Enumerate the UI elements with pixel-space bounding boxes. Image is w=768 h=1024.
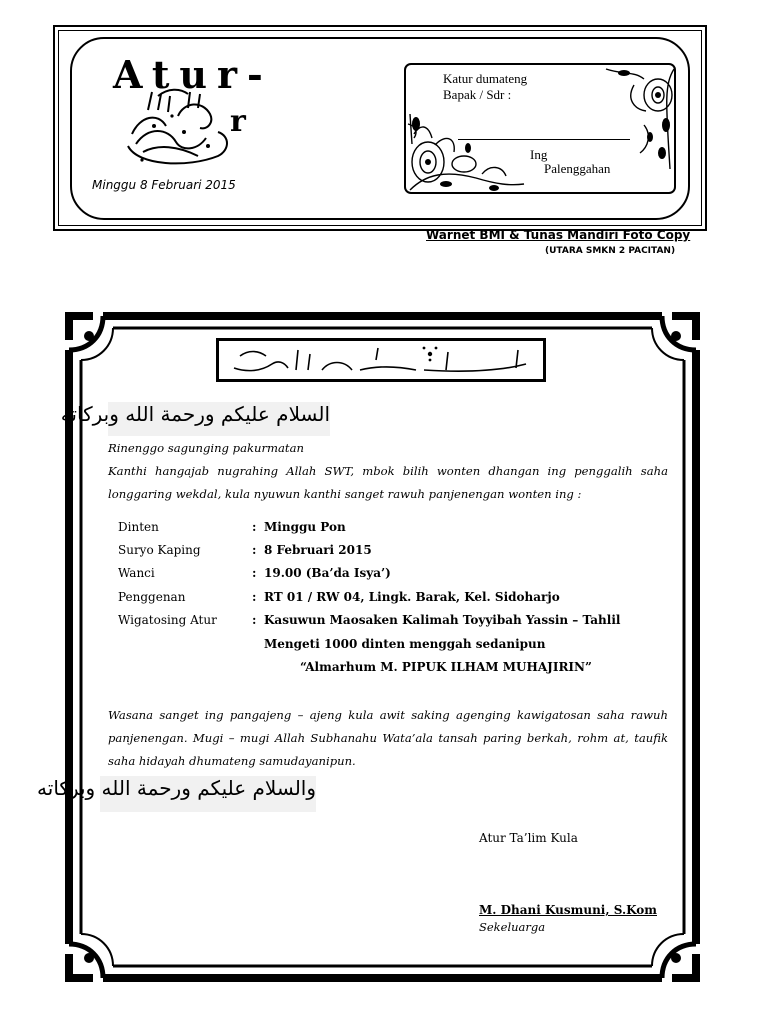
purpose-line: Mengeti 1000 dinten menggah sedanipun <box>264 637 546 651</box>
print-shop-location: (UTARA SMKN 2 PACITAN) <box>545 246 676 256</box>
detail-label-venue: Penggenan <box>118 590 186 604</box>
address-in-label: Ing <box>530 147 548 162</box>
salam-opening-calligraphy: السلام عليكم ورحمة الله وبركاته <box>108 402 330 436</box>
detail-colon: : <box>252 613 257 627</box>
greeting-line: Rinenggo sagunging pakurmatan <box>108 441 304 455</box>
detail-colon: : <box>252 566 257 580</box>
detail-label-purpose: Wigatosing Atur <box>118 613 217 627</box>
calligraphy-emblem-icon <box>118 86 236 168</box>
intro-paragraph: Kanthi hangajab nugrahing Allah SWT, mbok bilih wonten dhangan ing penggalih saha longgaring wekdal, kula nyuwun kanthi sanget rawuh panjenengan wonten ing : <box>108 464 668 501</box>
cover-title: Atur- <box>113 52 273 97</box>
detail-colon: : <box>252 543 257 557</box>
detail-value-time: 19.00 (Ba’da Isya’) <box>264 566 391 580</box>
detail-value-day: Minggu Pon <box>264 520 346 534</box>
detail-colon: : <box>252 520 257 534</box>
address-name-label: Bapak / Sdr : <box>443 87 512 102</box>
detail-value-date: 8 Februari 2015 <box>264 543 372 557</box>
print-shop-label: Warnet BMI & Tunas Mandiri Foto Copy <box>426 228 691 242</box>
signature-name: M. Dhani Kusmuni, S.Kom <box>479 903 657 917</box>
floral-ornament-icon <box>406 104 526 194</box>
signature-family: Sekeluarga <box>479 920 546 934</box>
signature-title: Atur Ta’lim Kula <box>479 831 578 845</box>
detail-value-venue: RT 01 / RW 04, Lingk. Barak, Kel. Sidoharjo <box>264 590 560 604</box>
detail-colon: : <box>252 590 257 604</box>
detail-label-time: Wanci <box>118 566 155 580</box>
deceased-name: “Almarhum M. PIPUK ILHAM MUHAJIRIN” <box>300 660 592 674</box>
detail-value-purpose: Kasuwun Maosaken Kalimah Toyyibah Yassin – Tahlil <box>264 613 621 627</box>
bismillah-calligraphy-icon <box>226 342 538 378</box>
detail-label-date: Suryo Kaping <box>118 543 201 557</box>
cover-title-tail: r <box>230 104 246 139</box>
closing-paragraph: Wasana sanget ing pangajeng – ajeng kula awit saking agenging kawigatosan saha rawuh panjenengan. Mugi – mugi Allah Subhanahu Wata’ala tansah paring berkah, rohm at, taufik saha hidayah dhumateng samudayanipun. <box>108 708 668 768</box>
salam-closing-calligraphy: والسلام عليكم ورحمة الله وبركاته <box>100 776 316 812</box>
cover-date: Minggu 8 Februari 2015 <box>92 178 236 192</box>
address-to-label: Katur dumateng <box>443 71 528 86</box>
address-place-label: Palenggahan <box>544 161 611 176</box>
floral-ornament-right-icon <box>604 65 676 173</box>
detail-label-day: Dinten <box>118 520 159 534</box>
